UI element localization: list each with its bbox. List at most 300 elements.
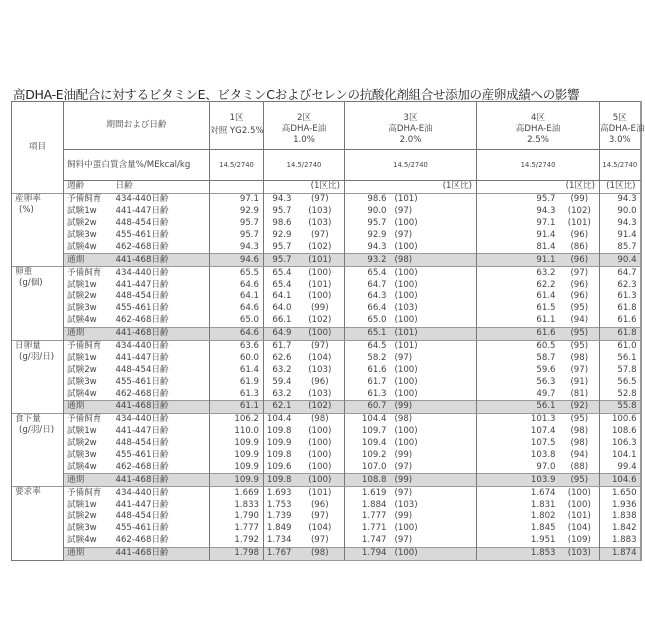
group-4-ratio: (94) (560, 315, 600, 327)
group-5-value: 56.5 (600, 376, 641, 388)
table-row (12, 426, 641, 438)
period-cell: 予備飼育 (64, 340, 114, 352)
group-5-header (600, 102, 641, 125)
table-row (12, 535, 641, 547)
group-3-diet-line2: 2.0% (345, 135, 476, 146)
group-1-value: 94.6 (210, 254, 264, 267)
period-cell: 試験2w (64, 291, 114, 303)
group-4-value: 1.853 (477, 547, 560, 560)
group-4-ratio: (97) (560, 364, 600, 376)
group-5-value: 57.8 (600, 364, 641, 376)
group-1-value: 65.5 (210, 267, 264, 279)
group-3-value: 94.3 (345, 241, 391, 253)
group-2-ratio: (97) (296, 230, 345, 242)
group-2-ratio: (102) (296, 241, 345, 253)
group-3-name: 3区 (403, 113, 417, 123)
group-4-value: 59.6 (477, 364, 560, 376)
group-5-value: 99.4 (600, 461, 641, 473)
item-label: 項目 (29, 142, 46, 152)
age-cell: 434-440日齢 (114, 487, 210, 499)
group-2-value: 94.3 (264, 193, 296, 205)
group-1-value: 109.9 (210, 474, 264, 487)
group-4-diet (477, 124, 600, 150)
group-4-value: 56.3 (477, 376, 560, 388)
group-2-ratio: (104) (296, 523, 345, 535)
group-3-value: 1.619 (345, 487, 391, 499)
group-3-value: 104.4 (345, 413, 391, 425)
age-cell: 462-468日齢 (114, 241, 210, 253)
age-cell: 448-454日齢 (114, 291, 210, 303)
group-3-value: 61.7 (345, 376, 391, 388)
age-cell: 441-468日齢 (114, 327, 210, 340)
group-4-value: 61.4 (477, 291, 560, 303)
group-4-value: 101.3 (477, 413, 560, 425)
protein-label: 飼料中蛋白質含量%/MEkcal/kg (67, 160, 190, 170)
group-4-ratio: (95) (560, 474, 600, 487)
table-title: 高DHA-E油配合に対するビタミンE、ビタミンCおよびセレンの抗酸化剤組合せ添加の産卵成績への影響 (13, 85, 579, 103)
week-label: 週齢 (64, 181, 114, 194)
group-2-value: 98.6 (264, 218, 296, 230)
period-cell: 試験2w (64, 438, 114, 450)
group-3-ratio: (97) (391, 206, 477, 218)
group-1-diet (210, 124, 264, 150)
group-3-ratio: (99) (391, 511, 477, 523)
group-5-value: 56.1 (600, 352, 641, 364)
group-2-ratio: (99) (296, 303, 345, 315)
section-name: 卵重 (15, 267, 63, 278)
group-3-value: 90.0 (345, 206, 391, 218)
group-4-ratio: (97) (560, 267, 600, 279)
group-2-value: 63.2 (264, 364, 296, 376)
age-label: 日齢 (114, 181, 210, 194)
group-3-value: 108.8 (345, 474, 391, 487)
group-4-ratio: (99) (560, 193, 600, 205)
group-2-value: 62.1 (264, 401, 296, 414)
group-3-value: 93.2 (345, 254, 391, 267)
group-2-value: 62.6 (264, 352, 296, 364)
group-4-value: 61.5 (477, 303, 560, 315)
group-4-ratio: (98) (560, 438, 600, 450)
group-3-protein-value: 14.5/2740 (393, 161, 428, 169)
group-2-ratio: (103) (296, 218, 345, 230)
group-1-value: 109.9 (210, 461, 264, 473)
section-unit: (g/羽/日) (15, 425, 63, 436)
group-4-name: 4区 (531, 113, 545, 123)
age-cell: 441-468日齢 (114, 401, 210, 414)
group-5-value: 64.7 (600, 267, 641, 279)
group-5-protein (600, 150, 641, 181)
age-cell: 434-440日齢 (114, 193, 210, 205)
group-4-value: 61.1 (477, 315, 560, 327)
group-3-value: 65.1 (345, 327, 391, 340)
group-2-value: 64.0 (264, 303, 296, 315)
group-2-name: 2区 (297, 113, 311, 123)
group-5-value: 61.8 (600, 303, 641, 315)
age-cell: 441-447日齢 (114, 499, 210, 511)
group-4-ratio: (94) (560, 450, 600, 462)
section-label (12, 193, 64, 266)
group-1-value: 64.1 (210, 291, 264, 303)
group-3-ratio: (97) (391, 230, 477, 242)
group-2-value: 64.9 (264, 327, 296, 340)
group-4-ratio: (104) (560, 523, 600, 535)
age-cell: 455-461日齢 (114, 523, 210, 535)
age-cell: 462-468日齢 (114, 535, 210, 547)
group-5-diet (600, 124, 641, 150)
group-4-value: 60.5 (477, 340, 560, 352)
group-3-ratio: (99) (391, 450, 477, 462)
header-row-subheads (12, 181, 641, 194)
period-cell: 試験4w (64, 388, 114, 400)
group-3-ratio: (100) (391, 438, 477, 450)
group-3-value: 109.2 (345, 450, 391, 462)
group-2-value: 1.693 (264, 487, 296, 499)
group-4-ratio: (98) (560, 426, 600, 438)
group-1-value: 1.777 (210, 523, 264, 535)
group-3-ratio: (100) (391, 426, 477, 438)
group-2-value: 109.6 (264, 461, 296, 473)
group-5-ratio-label: (1区比) (600, 181, 641, 194)
group-2-value: 109.8 (264, 474, 296, 487)
group-2-ratio: (96) (296, 499, 345, 511)
group-4-value: 56.1 (477, 401, 560, 414)
group-4-value: 103.8 (477, 450, 560, 462)
group-2-value: 59.4 (264, 376, 296, 388)
period-cell: 試験4w (64, 315, 114, 327)
group-5-value: 1.842 (600, 523, 641, 535)
group-4-value: 91.1 (477, 254, 560, 267)
group-3-ratio: (97) (391, 461, 477, 473)
group-3-ratio: (100) (391, 315, 477, 327)
period-cell: 通期 (64, 547, 114, 560)
group-4-diet-line2: 2.5% (477, 135, 599, 146)
group-5-value: 61.6 (600, 315, 641, 327)
age-cell: 448-454日齢 (114, 364, 210, 376)
group-5-value: 61.8 (600, 327, 641, 340)
group-4-value: 94.3 (477, 206, 560, 218)
group-4-ratio: (96) (560, 279, 600, 291)
group-3-ratio: (103) (391, 499, 477, 511)
group-2-diet-line2: 1.0% (264, 135, 344, 146)
group-2-value: 109.8 (264, 426, 296, 438)
age-cell: 441-447日齢 (114, 279, 210, 291)
group-4-value: 91.4 (477, 230, 560, 242)
group-4-value: 95.7 (477, 193, 560, 205)
table-row (12, 340, 641, 352)
group-5-value: 90.0 (600, 206, 641, 218)
group-5-value: 90.4 (600, 254, 641, 267)
group-3-ratio: (101) (391, 340, 477, 352)
group-2-ratio: (98) (296, 413, 345, 425)
period-cell: 試験1w (64, 352, 114, 364)
group-3-value: 60.7 (345, 401, 391, 414)
group-5-value: 52.8 (600, 388, 641, 400)
table-row (12, 267, 641, 279)
group-1-protein-value: 14.5/2740 (219, 161, 254, 169)
group-2-value: 61.7 (264, 340, 296, 352)
group-5-diet-line1: 高DHA-E油 (600, 124, 640, 135)
group-3-value: 61.3 (345, 388, 391, 400)
group-1-value: 92.9 (210, 206, 264, 218)
group-4-value: 97.1 (477, 218, 560, 230)
group-2-value: 95.7 (264, 206, 296, 218)
period-cell: 試験3w (64, 523, 114, 535)
table-row (12, 218, 641, 230)
group-5-value: 62.3 (600, 279, 641, 291)
group-1-value: 61.3 (210, 388, 264, 400)
section-label (12, 267, 64, 340)
group-1-value: 109.9 (210, 450, 264, 462)
group-4-value: 49.7 (477, 388, 560, 400)
age-cell: 441-468日齢 (114, 547, 210, 560)
group-3-ratio: (100) (391, 291, 477, 303)
period-cell: 試験4w (64, 461, 114, 473)
group-3-ratio: (100) (391, 388, 477, 400)
group-1-value: 106.2 (210, 413, 264, 425)
group-4-ratio: (91) (560, 376, 600, 388)
group-1-sub (210, 181, 264, 194)
group-2-value: 64.1 (264, 291, 296, 303)
group-4-value: 1.831 (477, 499, 560, 511)
section-unit: (g/羽/日) (15, 352, 63, 363)
period-cell: 通期 (64, 401, 114, 414)
group-3-value: 1.771 (345, 523, 391, 535)
group-1-value: 1.798 (210, 547, 264, 560)
group-3-value: 65.0 (345, 315, 391, 327)
table-row (12, 303, 641, 315)
age-cell: 441-447日齢 (114, 206, 210, 218)
table-row (12, 279, 641, 291)
group-2-ratio: (101) (296, 487, 345, 499)
group-2-diet-line1: 高DHA-E油 (264, 124, 344, 135)
group-3-protein (345, 150, 477, 181)
group-4-ratio: (95) (560, 413, 600, 425)
group-2-ratio: (100) (296, 438, 345, 450)
group-1-value: 61.4 (210, 364, 264, 376)
group-1-value: 63.6 (210, 340, 264, 352)
group-2-ratio: (97) (296, 340, 345, 352)
group-2-value: 109.9 (264, 438, 296, 450)
group-1-value: 61.9 (210, 376, 264, 388)
group-3-ratio: (100) (391, 218, 477, 230)
period-cell: 予備飼育 (64, 487, 114, 499)
group-3-ratio: (100) (391, 523, 477, 535)
group-3-ratio: (100) (391, 267, 477, 279)
period-cell: 試験3w (64, 450, 114, 462)
group-4-ratio: (100) (560, 487, 600, 499)
group-5-value: 1.883 (600, 535, 641, 547)
table-row-total (12, 547, 641, 560)
table-row (12, 193, 641, 205)
group-1-value: 1.790 (210, 511, 264, 523)
group-5-value: 61.0 (600, 340, 641, 352)
age-cell: 434-440日齢 (114, 413, 210, 425)
group-1-value: 95.7 (210, 230, 264, 242)
group-4-value: 61.6 (477, 327, 560, 340)
group-5-value: 1.838 (600, 511, 641, 523)
group-2-ratio: (101) (296, 254, 345, 267)
group-4-ratio: (101) (560, 511, 600, 523)
group-2-value: 66.1 (264, 315, 296, 327)
age-cell: 441-468日齢 (114, 254, 210, 267)
age-cell: 455-461日齢 (114, 230, 210, 242)
group-3-value: 92.9 (345, 230, 391, 242)
table-row-total (12, 401, 641, 414)
group-3-value: 64.5 (345, 340, 391, 352)
group-3-diet-line1: 高DHA-E油 (345, 124, 476, 135)
table-row (12, 450, 641, 462)
table-row (12, 291, 641, 303)
group-4-ratio: (96) (560, 230, 600, 242)
table-row (12, 499, 641, 511)
group-2-ratio: (100) (296, 291, 345, 303)
period-cell: 試験1w (64, 426, 114, 438)
group-2-ratio: (100) (296, 267, 345, 279)
group-3-ratio: (100) (391, 547, 477, 560)
table-row (12, 523, 641, 535)
group-5-value: 61.3 (600, 291, 641, 303)
age-cell: 441-468日齢 (114, 474, 210, 487)
group-4-value: 1.951 (477, 535, 560, 547)
group-2-header (264, 102, 345, 125)
period-cell: 通期 (64, 254, 114, 267)
group-4-value: 62.2 (477, 279, 560, 291)
group-3-ratio: (98) (391, 254, 477, 267)
group-1-diet-line1: 対照 YG2.5% (210, 126, 264, 136)
period-cell: 試験1w (64, 206, 114, 218)
group-4-value: 81.4 (477, 241, 560, 253)
group-2-ratio: (97) (296, 193, 345, 205)
group-5-value: 100.6 (600, 413, 641, 425)
group-5-value: 106.3 (600, 438, 641, 450)
period-cell: 試験2w (64, 364, 114, 376)
section-name: 要求率 (15, 487, 63, 498)
period-cell: 通期 (64, 474, 114, 487)
group-3-ratio: (98) (391, 413, 477, 425)
group-4-protein-value: 14.5/2740 (521, 161, 556, 169)
table-row (12, 241, 641, 253)
period-cell: 通期 (64, 327, 114, 340)
group-3-header (345, 102, 477, 125)
group-3-value: 107.0 (345, 461, 391, 473)
group-2-ratio: (100) (296, 426, 345, 438)
group-1-value: 97.1 (210, 193, 264, 205)
group-4-ratio: (103) (560, 547, 600, 560)
group-4-ratio: (96) (560, 291, 600, 303)
group-2-ratio: (96) (296, 376, 345, 388)
group-2-value: 1.753 (264, 499, 296, 511)
group-3-ratio: (100) (391, 241, 477, 253)
group-3-ratio: (101) (391, 193, 477, 205)
group-2-diet (264, 124, 345, 150)
section-label (12, 413, 64, 486)
header-row-groups (12, 102, 641, 125)
group-5-value: 108.6 (600, 426, 641, 438)
period-header (64, 102, 210, 150)
period-label: 期間および日齢 (106, 120, 166, 130)
group-2-protein (264, 150, 345, 181)
age-cell: 462-468日齢 (114, 315, 210, 327)
age-cell: 448-454日齢 (114, 218, 210, 230)
age-cell: 462-468日齢 (114, 388, 210, 400)
group-3-ratio: (99) (391, 474, 477, 487)
group-1-value: 110.0 (210, 426, 264, 438)
group-2-value: 109.8 (264, 450, 296, 462)
group-2-ratio-label: (1区比) (264, 181, 345, 194)
section-name: 産卵率 (15, 194, 63, 205)
section-name: 食下量 (15, 414, 63, 425)
group-5-value: 94.3 (600, 193, 641, 205)
group-2-ratio: (100) (296, 450, 345, 462)
period-cell: 予備飼育 (64, 193, 114, 205)
group-5-value: 94.3 (600, 218, 641, 230)
table-row (12, 487, 641, 499)
table-row-total (12, 474, 641, 487)
period-cell: 試験3w (64, 230, 114, 242)
group-1-protein (210, 150, 264, 181)
group-3-ratio: (100) (391, 376, 477, 388)
group-2-ratio: (102) (296, 315, 345, 327)
period-cell: 予備飼育 (64, 267, 114, 279)
table-row (12, 230, 641, 242)
period-cell: 試験2w (64, 218, 114, 230)
group-3-value: 109.4 (345, 438, 391, 450)
header-row-protein (12, 150, 641, 181)
table-row (12, 461, 641, 473)
group-1-value: 95.7 (210, 218, 264, 230)
group-4-value: 1.802 (477, 511, 560, 523)
period-cell: 試験1w (64, 279, 114, 291)
period-cell: 試験3w (64, 376, 114, 388)
protein-label-cell (64, 150, 210, 181)
group-3-ratio: (99) (391, 401, 477, 414)
group-3-ratio: (97) (391, 487, 477, 499)
group-3-ratio: (101) (391, 327, 477, 340)
group-1-value: 1.669 (210, 487, 264, 499)
group-4-header (477, 102, 600, 125)
age-cell: 434-440日齢 (114, 267, 210, 279)
group-4-ratio: (101) (560, 218, 600, 230)
group-4-ratio: (88) (560, 461, 600, 473)
table-row (12, 315, 641, 327)
group-2-ratio: (102) (296, 401, 345, 414)
group-3-ratio: (100) (391, 364, 477, 376)
group-2-value: 95.7 (264, 241, 296, 253)
table-row (12, 376, 641, 388)
group-4-value: 58.7 (477, 352, 560, 364)
group-3-value: 61.6 (345, 364, 391, 376)
group-2-value: 1.849 (264, 523, 296, 535)
group-2-ratio: (100) (296, 461, 345, 473)
period-cell: 予備飼育 (64, 413, 114, 425)
table-row (12, 511, 641, 523)
group-2-value: 63.2 (264, 388, 296, 400)
table-row-total (12, 254, 641, 267)
group-5-name: 5区 (613, 113, 627, 123)
period-cell: 試験1w (64, 499, 114, 511)
group-3-value: 64.7 (345, 279, 391, 291)
section-label (12, 340, 64, 413)
age-cell: 441-447日齢 (114, 426, 210, 438)
table-row (12, 364, 641, 376)
period-cell: 試験3w (64, 303, 114, 315)
group-2-ratio: (98) (296, 547, 345, 560)
group-5-protein-value: 14.5/2740 (602, 161, 637, 169)
group-4-value: 103.9 (477, 474, 560, 487)
group-1-value: 60.0 (210, 352, 264, 364)
age-cell: 455-461日齢 (114, 303, 210, 315)
group-5-value: 1.936 (600, 499, 641, 511)
